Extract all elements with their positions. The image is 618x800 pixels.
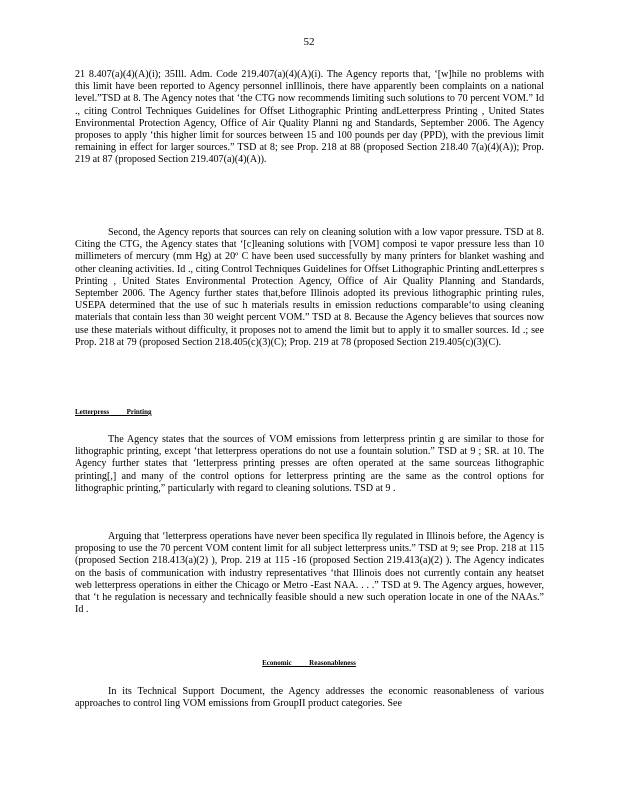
page-number: 52 xyxy=(303,36,315,48)
paragraph-letterpress-regulation: Arguing that ‘letterpress operations have never been specifica lly regulated in Illinois before, the Agency is proposing to use the 70 percent VOM content limit for all subject letterpress units.” TSD at 9; see Prop. 218 at 115 (proposed Section 218.413(a)(2) ), Prop. 219 at 115 -16 (proposed Section 219.413(a)(2) ). The Agency indicates on the basis of communication with industry representatives ‘that Illinois does not currently contain any heatset web letterpress operations in either the Chicago or Metro -East NAA. . . .” TSD at 9. The Agency argues, however, that ‘t he regulation is necessary and technically feasible should a new such operation locate in one of the NAAs.” Id . xyxy=(75,531,544,616)
paragraph-economic-reasonableness: In its Technical Support Document, the Agency addresses the economic reasonableness of various approaches to control ling VOM emissions from GroupII product categories. See xyxy=(75,686,544,710)
paragraph-letterpress-sources: The Agency states that the sources of VOM emissions from letterpress printin g are similar to those for lithographic printing, except ‘that letterpress operations do not use a fountain solution.” TSD at 9 ; SR. at 10. The Agency further states that ‘letterpress printing presses are often operated at the same sourceas lithographic printing[,] and many of the control options for letterpress printing are the same as the control options for lithographic printing,” particularly with regard to cleaning solutions. TSD at 9 . xyxy=(75,434,544,494)
paragraph-vapor-pressure: Second, the Agency reports that sources can rely on cleaning solution with a low vapor pressure. TSD at 8. Citing the CTG, the Agency states that ‘[c]leaning solutions with [VOM] composi te vapor pressure less than 10 millimeters of mercury (mm Hg) at 20º C have been used successfully by many printers for blanket washing and other cleaning activities. Id ., citing Control Techniques Guidelines for Offset Lithographic Printing andLetterpres s Printing , United States Environmental Protection Agency, Office of Air Quality Planning and Standards, September 2006. The Agency further states that,before Illinois adopted its previous lithographic printing rules, USEPA determined that the use of suc h materials results in emission reductions comparable‘to using cleaning materials that contain less than 30 weight percent VOM.” TSD at 8. Because the Agency believes that sources now use these materials without difficulty, it proposes not to amend the limit but to apply it to smaller sources. Id .; see Prop. 218 at 79 (proposed Section 218.405(c)(3)(C); Prop. 219 at 78 (proposed Section 219.405(c)(3)(C). xyxy=(75,227,544,348)
section-heading-economic-reasonableness: Economic Reasonableness xyxy=(262,659,356,667)
paragraph-offset-lithographic-limit: 21 8.407(a)(4)(A)(i); 35Ill. Adm. Code 219.407(a)(4)(A)(i). The Agency reports that, ‘[w]hile no problems with this limit have been reported to Agency personnel inIllinois, there have apparently been complaints on a national level.”TSD at 8. The Agency notes that ‘the CTG now recommends limiting such solutions to 70 percent VOM.” Id ., citing Control Techniques Guidelines for Offset Lithographic Printing andLetterpress Printing , United States Environmental Protection Agency, Office of Air Quality Planni ng and Standards, September 2006. The Agency proposes to apply ‘this higher limit for sources between 15 and 100 pounds per day (PPD), with the previous limit remaining in effect for larger sources.” TSD at 8; see Prop. 218 at 88 (proposed Section 218.40 7(a)(4)(A)); Prop. 219 at 87 (proposed Section 219.407(a)(4)(A)). xyxy=(75,69,544,166)
section-heading-letterpress-printing: Letterpress Printing xyxy=(75,408,152,416)
